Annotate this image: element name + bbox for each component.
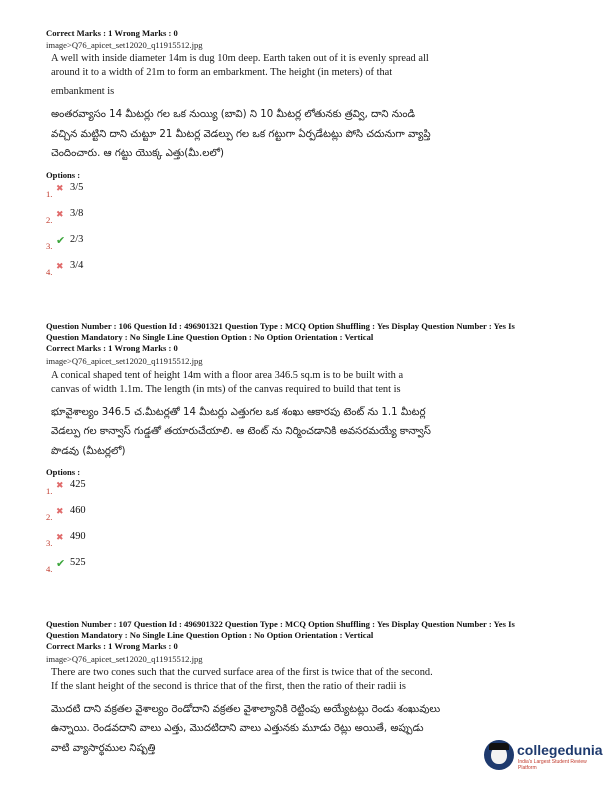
- logo-tagline: India's Largest Student Review Platform: [518, 759, 587, 771]
- option-2[interactable]: [46, 206, 566, 232]
- question-105: [46, 28, 566, 284]
- option-value: 2/3: [70, 233, 84, 245]
- options-label: Options :: [46, 169, 81, 180]
- option-value: 460: [70, 505, 86, 517]
- option-number: 2.: [46, 512, 53, 523]
- question-line: అంతరవ్యాసం 14 మీటర్లు గల ఒక నుయ్యి (బావి) ని 10 మీటర్ల లోతునకు త్రవ్వి, దాని నుండి: [51, 109, 416, 121]
- question-line: మొదటి దాని వక్రతల వైశాల్యం రెండోదాని వక్రతల వైశాల్యానికి రెట్టింపు అయ్యేటట్లు రెండు శంఖువులు: [51, 703, 441, 715]
- options-label: Options :: [46, 467, 81, 478]
- option-value: 3/5: [70, 181, 84, 193]
- question-header-line: Question Number : 107 Question Id : 496901322 Question Type : MCQ Option Shuffling : Yes Display Question Number : Yes Is: [46, 619, 515, 629]
- option-number: 2.: [46, 214, 53, 225]
- question-line: వాటి వ్యాసార్థముల నిష్పత్తి: [51, 742, 156, 754]
- image-filename: image>Q76_apicet_set12020_q11915512.jpg: [46, 40, 203, 51]
- question-text-english: [46, 666, 566, 694]
- wrong-mark-icon: ✖: [56, 182, 64, 193]
- wrong-mark-icon: ✖: [56, 506, 64, 517]
- wrong-mark-icon: ✖: [56, 532, 64, 543]
- option-1[interactable]: [46, 477, 566, 503]
- question-line: A well with inside diameter 14m is dug 10m deep. Earth taken out of it is evenly spread all: [51, 53, 429, 65]
- marks-line: Correct Marks : 1 Wrong Marks : 0: [46, 28, 178, 38]
- marks-line: Correct Marks : 1 Wrong Marks : 0: [46, 343, 178, 354]
- question-header-line: Question Number : 106 Question Id : 496901321 Question Type : MCQ Option Shuffling : Yes Display Question Number : Yes Is: [46, 321, 515, 331]
- question-line: చెందించారు. ఆ గట్టు యొక్క ఎత్తు(మీ.లలో): [51, 148, 224, 160]
- question-106: [46, 321, 566, 581]
- question-line: ఉన్నాయి. రెండవదాని వాలు ఎత్తు, మొదటిదాని వాలు ఎత్తునకు మూడు రెట్లు అయితే, అప్పుడు: [51, 723, 424, 735]
- mascot-icon: [484, 740, 514, 770]
- option-1[interactable]: [46, 180, 566, 206]
- option-number: 3.: [46, 240, 53, 251]
- question-text-english: [46, 369, 566, 397]
- option-number: 3.: [46, 538, 53, 549]
- question-line: వెడల్పు గల కాన్వాస్ గుడ్డతో తయారుచేయాలి. ఆ టెంట్ ను నిర్మించడానికి అవసరమయ్యే కాన్వాస్: [51, 426, 431, 438]
- question-line: canvas of width 1.1m. The length (in mts) of the canvas required to build that tent is: [51, 383, 401, 395]
- question-line: A conical shaped tent of height 14m with a floor area 346.5 sq.m is to be built with a: [51, 369, 404, 381]
- question-header-line: Question Mandatory : No Single Line Question Option : No Option Orientation : Vertical: [46, 332, 374, 343]
- option-2[interactable]: [46, 503, 566, 529]
- option-value: 490: [70, 531, 86, 543]
- question-line: పొడవు (మీటర్లలో): [51, 445, 126, 457]
- option-value: 525: [70, 557, 86, 569]
- question-text-telugu: [46, 403, 566, 462]
- option-value: 3/4: [70, 259, 84, 271]
- question-header-line: Question Mandatory : No Single Line Question Option : No Option Orientation : Vertical: [46, 630, 374, 641]
- question-line: భూవైశాల్యం 346.5 చ.మీటర్లతో 14 మీటర్లు ఎత్తుగల ఒక శంఖు ఆకారపు టెంట్ ను 1.1 మీటర్ల: [51, 406, 426, 418]
- checkmark-icon: ✔: [56, 234, 66, 247]
- question-line: There are two cones such that the curved surface area of the first is twice that of the second.: [51, 666, 433, 678]
- question-text-telugu: [46, 105, 566, 164]
- wrong-mark-icon: ✖: [56, 260, 64, 271]
- option-4[interactable]: [46, 258, 566, 284]
- question-line: around it to a width of 21m to form an embarkment. The height (in meters) of that: [51, 67, 393, 79]
- option-number: 4.: [46, 266, 53, 277]
- option-number: 1.: [46, 188, 53, 199]
- option-number: 4.: [46, 564, 53, 575]
- question-line: embankment is: [51, 86, 115, 98]
- wrong-mark-icon: ✖: [56, 208, 64, 219]
- option-4[interactable]: [46, 555, 566, 581]
- option-value: 425: [70, 479, 86, 491]
- option-number: 1.: [46, 486, 53, 497]
- checkmark-icon: ✔: [56, 558, 66, 571]
- option-3[interactable]: [46, 529, 566, 555]
- image-filename: image>Q76_apicet_set12020_q11915512.jpg: [46, 653, 203, 664]
- question-line: వచ్చిన మట్టిని దాని చుట్టూ 21 మీటర్ల వెడల్పు గల ఒక గట్టుగా ఏర్పడేటట్లు పోసి చదునుగా వ్యాప్తి: [51, 128, 431, 140]
- option-value: 3/8: [70, 207, 84, 219]
- wrong-mark-icon: ✖: [56, 480, 64, 491]
- question-text-english: [46, 52, 566, 99]
- logo-name: collegedunia: [517, 742, 603, 758]
- collegedunia-logo: [484, 738, 602, 772]
- marks-line: Correct Marks : 1 Wrong Marks : 0: [46, 641, 178, 652]
- image-filename: image>Q76_apicet_set12020_q11915512.jpg: [46, 355, 203, 366]
- question-line: If the slant height of the second is thrice that of the first, then the ratio of their radii is: [51, 680, 406, 692]
- option-3[interactable]: [46, 232, 566, 258]
